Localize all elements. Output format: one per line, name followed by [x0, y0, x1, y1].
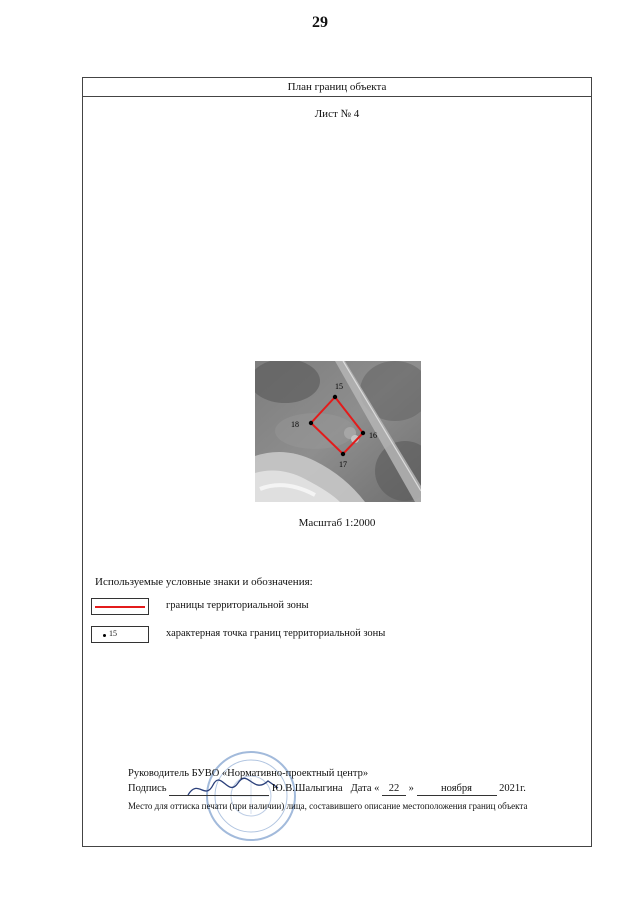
date-close: »	[408, 783, 414, 794]
legend-label-point: характерная точка границ территориальной зоны	[166, 628, 386, 639]
point-label-15: 15	[335, 382, 343, 391]
point-label-17: 17	[339, 460, 347, 469]
point-symbol	[91, 626, 149, 643]
legend-point-label: 15	[109, 629, 117, 638]
date-day: 22	[382, 783, 406, 796]
plan-title: План границ объекта	[83, 78, 591, 97]
legend-label-boundary: границы территориальной зоны	[166, 600, 309, 611]
signer-name: Ю.В.Шалыгина	[271, 783, 343, 794]
date-year: 2021г.	[499, 783, 526, 794]
point-16-marker	[361, 431, 365, 435]
sheet-number: Лист № 4	[314, 108, 360, 120]
legend-title: Используемые условные знаки и обозначения:	[95, 576, 313, 588]
point-18-marker	[309, 421, 313, 425]
legend-item-point	[91, 626, 511, 643]
signature-head-line: Руководитель БУВО «Нормативно-проектный центр»	[128, 768, 369, 779]
page-number: 29	[312, 14, 328, 31]
point-label-18: 18	[291, 420, 299, 429]
aerial-map	[255, 361, 421, 502]
point-label-16: 16	[369, 431, 377, 440]
stamp-note: Место для оттиска печати (при наличии) лица, составившего описание местоположения границ объекта	[128, 801, 528, 811]
aerial-map-image	[255, 361, 421, 502]
signature-blank	[169, 783, 269, 796]
point-17-marker	[341, 452, 345, 456]
boundary-plan-frame	[82, 77, 592, 847]
map-scale: Масштаб 1:2000	[298, 517, 376, 529]
point-15-marker	[333, 395, 337, 399]
red-line-symbol	[91, 598, 149, 615]
date-month: ноября	[417, 783, 497, 796]
sign-label: Подпись	[128, 783, 167, 794]
date-label: Дата «	[350, 783, 380, 794]
signature-line	[128, 783, 526, 796]
legend-item-boundary	[91, 598, 511, 615]
